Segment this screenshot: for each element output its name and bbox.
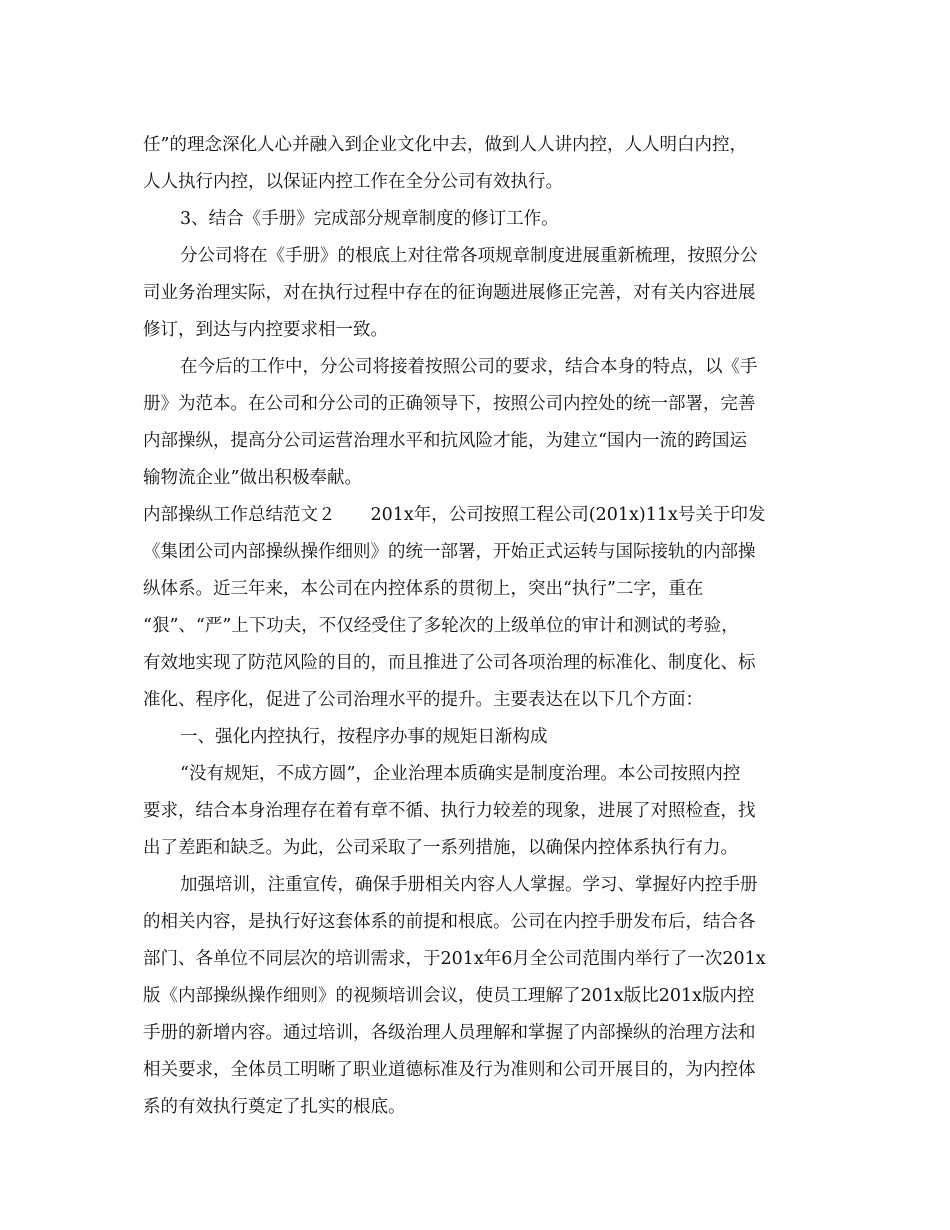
- text-line: 司业务治理实际，对在执行过程中存在的征询题进展修正完善，对有关内容进展: [143, 283, 756, 303]
- text-line: 要求，结合本身治理存在着有章不循、执行力较差的现象，进展了对照检查，找: [143, 801, 756, 821]
- text-line: 版《内部操纵操作细则》的视频培训会议，使员工理解了201x版比201x版内控: [143, 986, 755, 1006]
- text-line: 《集团公司内部操纵操作细则》的统一部署，开始正式运转与国际接轨的内部操: [143, 542, 756, 562]
- text-line: 出了差距和缺乏。为此，公司采取了一系列措施，以确保内控体系执行有力。: [143, 838, 738, 858]
- text-line: 人人执行内控，以保证内控工作在全分公司有效执行。: [143, 172, 563, 192]
- text-line: 分公司将在《手册》的根底上对往常各项规章制度进展重新梳理，按照分公: [180, 246, 758, 266]
- text-line: 有效地实现了防范风险的目的，而且推进了公司各项治理的标准化、制度化、标: [143, 653, 756, 673]
- text-line: 内部操纵，提高分公司运营治理水平和抗风险才能，为建立“国内一流的跨国运: [143, 431, 747, 451]
- text-line: 的相关内容，是执行好这套体系的前提和根底。公司在内控手册发布后，结合各: [143, 912, 756, 932]
- text-line: “没有规矩，不成方圆”，企业治理本质确实是制度治理。本公司按照内控: [180, 764, 741, 784]
- text-line: 相关要求，全体员工明晰了职业道德标准及行为准则和公司开展目的，为内控体: [143, 1060, 756, 1080]
- text-line: 任”的理念深化人心并融入到企业文化中去，做到人人讲内控，人人明白内控，: [143, 135, 747, 155]
- document-title-line: 内部操纵工作总结范文２ 201x年，公司按照工程公司(201x)11x号关于印发: [143, 505, 766, 525]
- text-line: 纵体系。近三年来，本公司在内控体系的贯彻上，突出“执行”二字，重在: [143, 579, 704, 599]
- text-line: 册》为范本。在公司和分公司的正确领导下，按照公司内控处的统一部署，完善: [143, 394, 756, 414]
- text-line: 系的有效执行奠定了扎实的根底。: [143, 1097, 406, 1117]
- text-line: 手册的新增内容。通过培训，各级治理人员理解和掌握了内部操纵的治理方法和: [143, 1023, 756, 1043]
- text-line: 准化、程序化，促进了公司治理水平的提升。主要表达在以下几个方面：: [143, 690, 703, 710]
- text-line: 加强培训，注重宣传，确保手册相关内容人人掌握。学习、掌握好内控手册: [180, 875, 758, 895]
- section-heading: 一、强化内控执行，按程序办事的规矩日渐构成: [180, 727, 548, 747]
- text-line: 输物流企业”做出积极奉献。: [143, 468, 362, 488]
- text-line: “狠”、“严”上下功夫，不仅经受住了多轮次的上级单位的审计和测试的考验，: [143, 616, 739, 636]
- text-line: 部门、各单位不同层次的培训需求，于201x年6月全公司范围内举行了一次201x: [143, 949, 766, 969]
- text-line: 修订，到达与内控要求相一致。: [143, 320, 388, 340]
- section-heading: 3、结合《手册》完成部分规章制度的修订工作。: [180, 209, 559, 229]
- text-line: 在今后的工作中，分公司将接着按照公司的要求，结合本身的特点，以《手: [180, 357, 758, 377]
